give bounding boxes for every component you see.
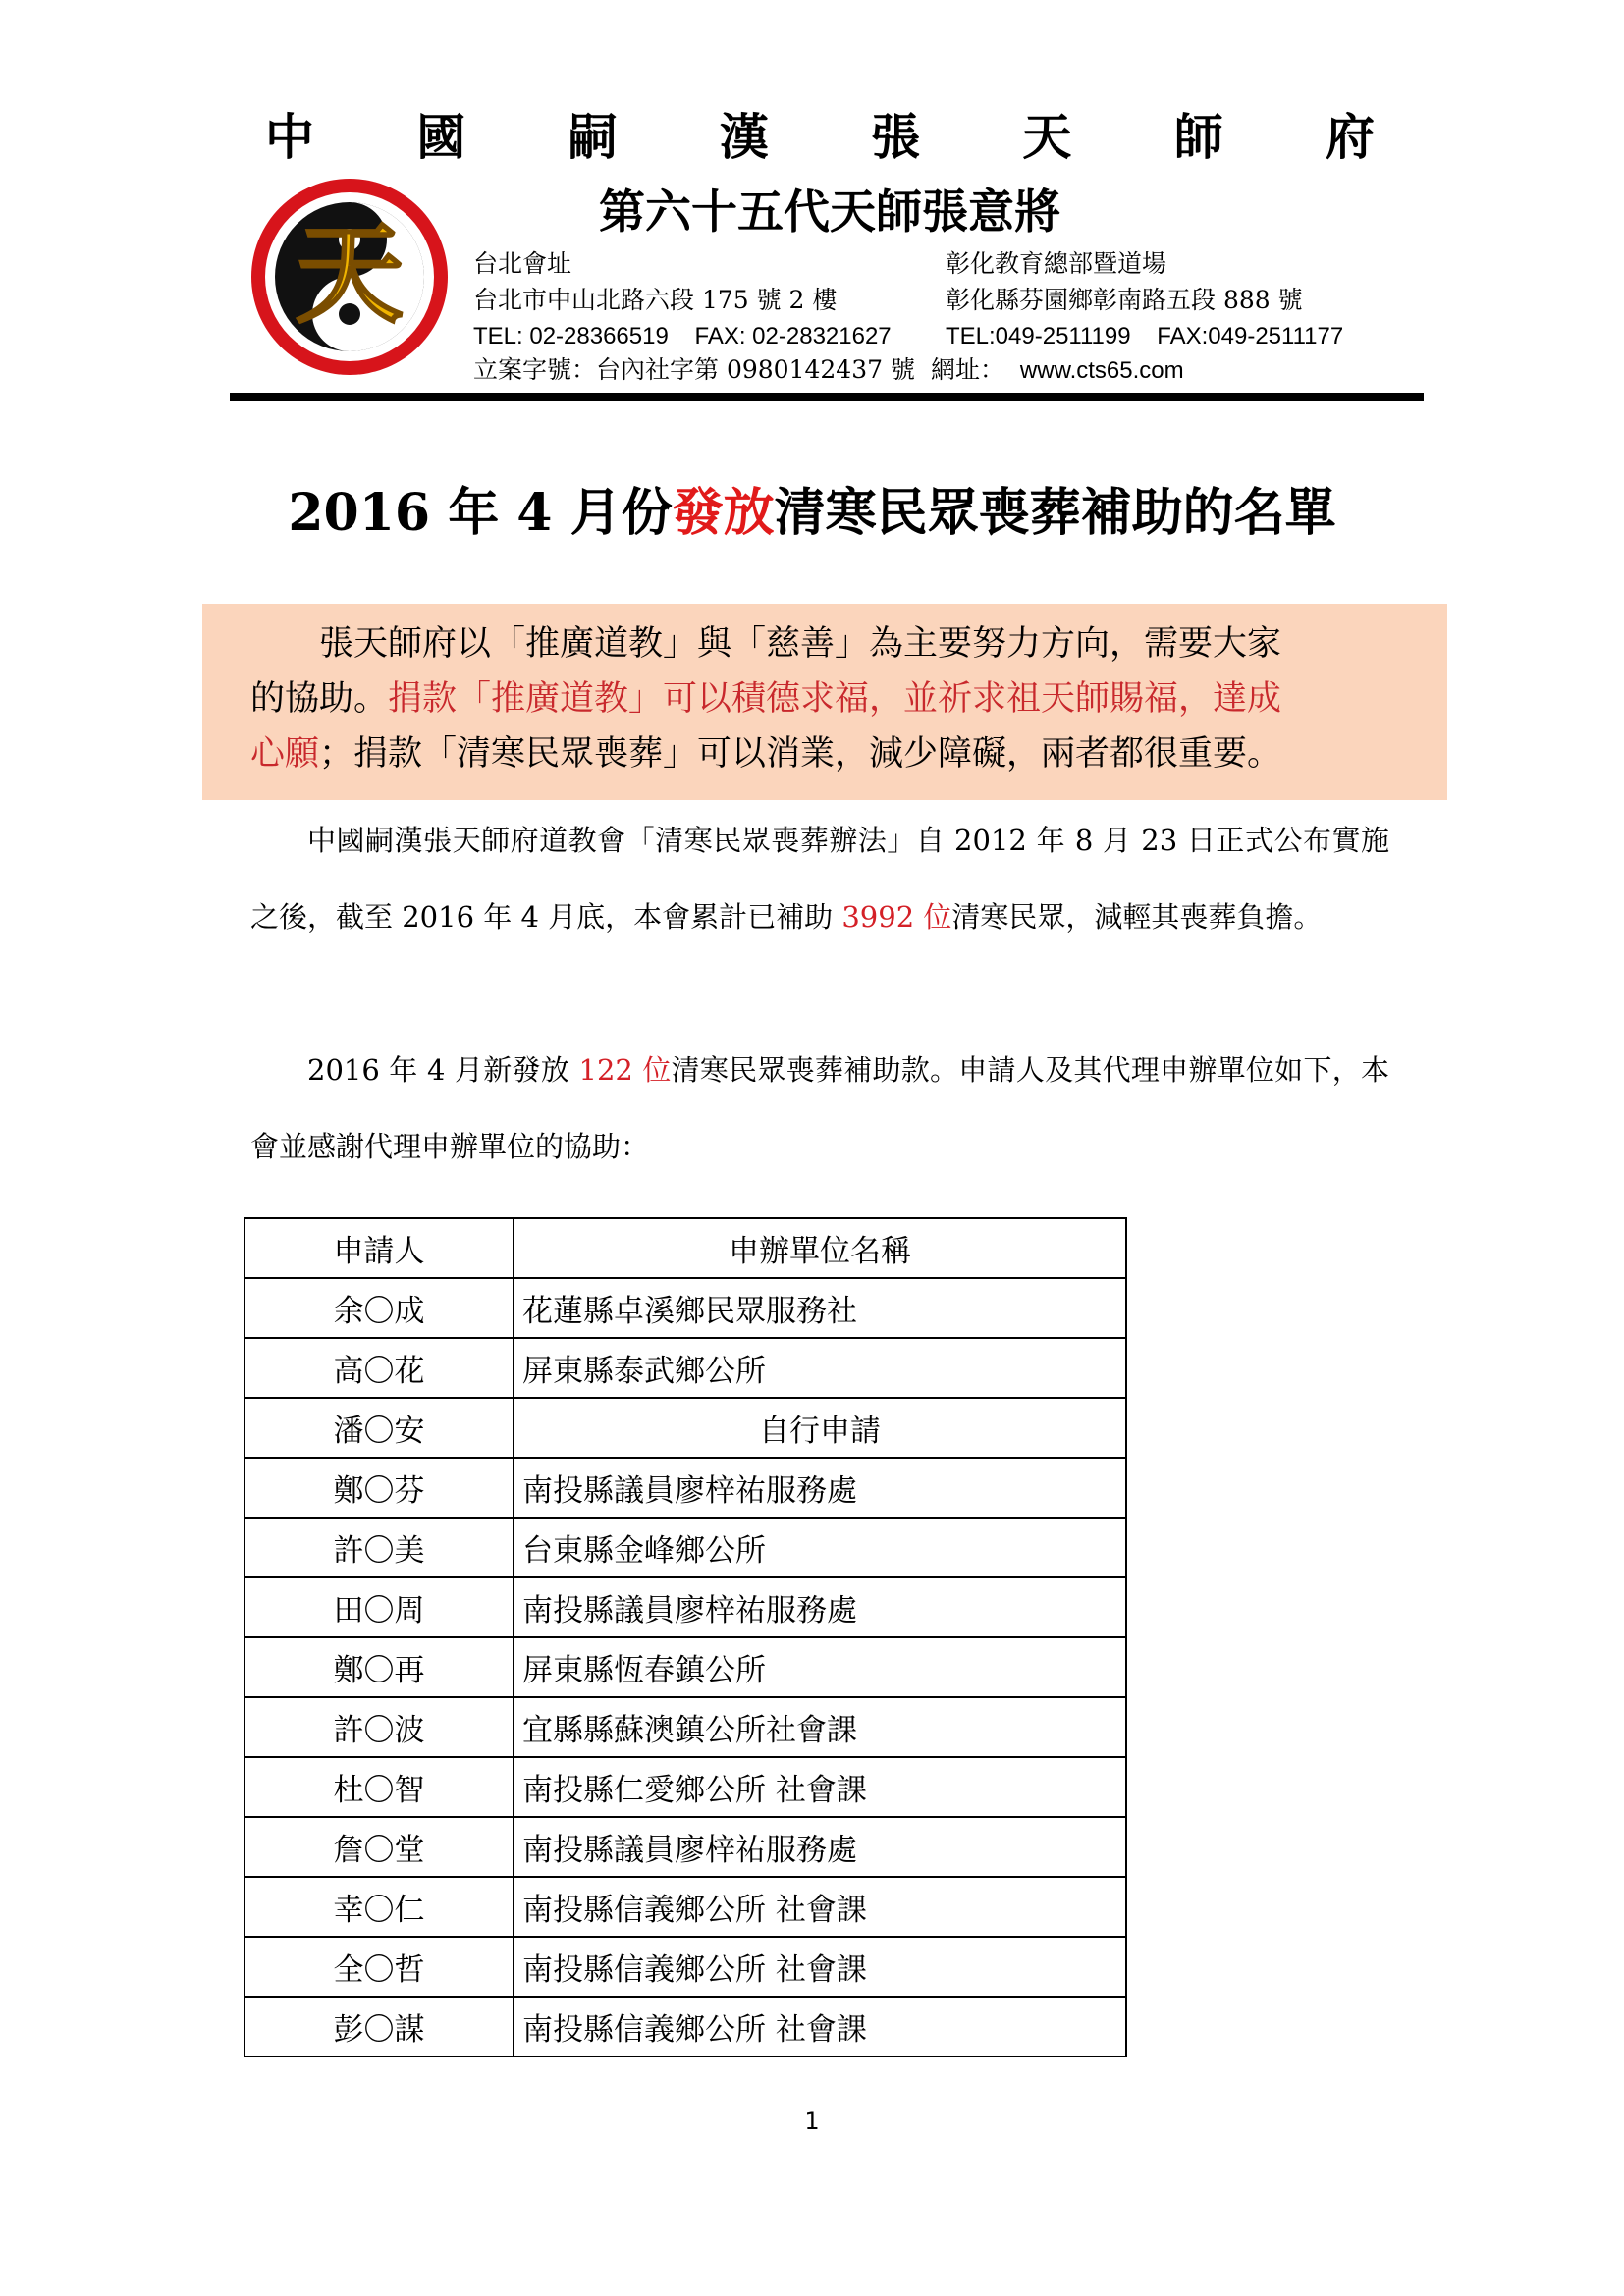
title-highlight: 發放	[672, 483, 775, 543]
taiji-logo-icon	[247, 175, 452, 379]
table-row	[244, 1338, 1126, 1398]
paragraph-cumulative: 中國嗣漢張天師府道教會「清寒民眾喪葬辦法」自 2012 年 8 月 23 日正式公布實施之後，截至 2016 年 4 月底，本會累計已補助 3992 位清寒民眾，減輕其喪葬負擔。	[250, 824, 1389, 934]
unit-cell: 自行申請	[514, 1398, 1126, 1458]
applicant-cell: 潘〇安	[244, 1398, 514, 1458]
org-name-char: 漢	[719, 109, 769, 166]
table-header-row	[244, 1218, 1126, 1278]
table-row	[244, 1697, 1126, 1757]
changhua-tel-fax: TEL:049-2511199 FAX:049-2511177	[946, 323, 1344, 349]
website-row	[931, 355, 1184, 386]
recipients-table	[244, 1217, 1127, 2057]
unit-cell: 台東縣金峰鄉公所	[514, 1518, 1126, 1577]
table-row	[244, 1398, 1126, 1458]
taipei-address: 台北市中山北路六段 175 號 2 樓	[473, 286, 838, 314]
header-applicant: 申請人	[244, 1218, 514, 1278]
org-name-char: 府	[1325, 109, 1375, 166]
table-row	[244, 1817, 1126, 1877]
unit-cell: 花蓮縣卓溪鄉民眾服務社	[514, 1278, 1126, 1338]
table-row	[244, 1937, 1126, 1997]
table-row	[244, 1877, 1126, 1937]
intro-line-3: 心願；捐款「清寒民眾喪葬」可以消業，減少障礙，兩者都很重要。	[250, 734, 1282, 774]
page-number: 1	[804, 2108, 820, 2135]
applicant-cell: 余〇成	[244, 1278, 514, 1338]
title-suffix: 清寒民眾喪葬補助的名單	[774, 483, 1336, 543]
changhua-label: 彰化教育總部暨道場	[946, 249, 1167, 278]
website-link[interactable]: www.cts65.com	[1019, 357, 1184, 384]
org-name-char: 張	[871, 109, 921, 166]
applicant-cell: 高〇花	[244, 1338, 514, 1398]
unit-cell: 屏東縣泰武鄉公所	[514, 1338, 1126, 1398]
header-unit: 申辦單位名稱	[514, 1218, 1126, 1278]
document-title	[0, 479, 1624, 548]
intro-text	[250, 616, 1389, 781]
unit-cell: 南投縣議員廖梓祐服務處	[514, 1458, 1126, 1518]
april-count: 122 位	[578, 1053, 672, 1087]
applicant-cell: 許〇波	[244, 1697, 514, 1757]
org-name-char: 中	[265, 109, 314, 166]
changhua-address: 彰化縣芬園鄉彰南路五段 888 號	[946, 286, 1303, 314]
unit-cell: 南投縣仁愛鄉公所 社會課	[514, 1757, 1126, 1817]
unit-cell: 宜縣縣蘇澳鎮公所社會課	[514, 1697, 1126, 1757]
table-row	[244, 1577, 1126, 1637]
paragraph-april: 2016 年 4 月新發放 122 位清寒民眾喪葬補助款。申請人及其代理申辦單位如下，本會並感謝代理申辦單位的協助：	[250, 1053, 1389, 1163]
unit-cell: 南投縣信義鄉公所 社會課	[514, 1937, 1126, 1997]
intro-line-2: 的協助。捐款「推廣道教」可以積德求福，並祈求祖天師賜福，達成	[250, 679, 1282, 719]
table-row	[244, 1518, 1126, 1577]
applicant-cell: 全〇哲	[244, 1937, 514, 1997]
applicant-cell: 幸〇仁	[244, 1877, 514, 1937]
unit-cell: 南投縣議員廖梓祐服務處	[514, 1817, 1126, 1877]
unit-cell: 屏東縣恆春鎮公所	[514, 1637, 1126, 1697]
unit-cell: 南投縣信義鄉公所 社會課	[514, 1877, 1126, 1937]
org-name-char: 師	[1173, 109, 1223, 166]
applicant-cell: 杜〇智	[244, 1757, 514, 1817]
applicant-cell: 彭〇謀	[244, 1997, 514, 2056]
org-name-char: 國	[416, 109, 466, 166]
applicant-cell: 許〇美	[244, 1518, 514, 1577]
applicant-cell: 鄭〇芬	[244, 1458, 514, 1518]
taipei-label: 台北會址	[473, 249, 572, 278]
logo-character: 天	[296, 211, 404, 338]
org-name	[265, 108, 1375, 167]
website-label: 網址：	[931, 355, 1005, 384]
table-row	[244, 1637, 1126, 1697]
table-row	[244, 1278, 1126, 1338]
applicant-cell: 田〇周	[244, 1577, 514, 1637]
letterhead-subtitle: 第六十五代天師張意將	[599, 186, 1060, 240]
cumulative-count: 3992 位	[841, 900, 952, 934]
table-row	[244, 1997, 1126, 2056]
org-name-char: 天	[1022, 109, 1072, 166]
org-name-char: 嗣	[568, 109, 618, 166]
applicant-cell: 詹〇堂	[244, 1817, 514, 1877]
intro-line-1: 張天師府以「推廣道教」與「慈善」為主要努力方向，需要大家	[319, 624, 1282, 664]
unit-cell: 南投縣信義鄉公所 社會課	[514, 1997, 1126, 2056]
title-prefix: 2016 年 4 月份	[288, 483, 673, 543]
table-row	[244, 1757, 1126, 1817]
taipei-tel-fax: TEL: 02-28366519 FAX: 02-28321627	[473, 323, 892, 349]
applicant-cell: 鄭〇再	[244, 1637, 514, 1697]
table-row	[244, 1458, 1126, 1518]
unit-cell: 南投縣議員廖梓祐服務處	[514, 1577, 1126, 1637]
registration-number: 立案字號：台內社字第 0980142437 號	[473, 355, 915, 384]
letterhead-rule	[230, 393, 1424, 401]
